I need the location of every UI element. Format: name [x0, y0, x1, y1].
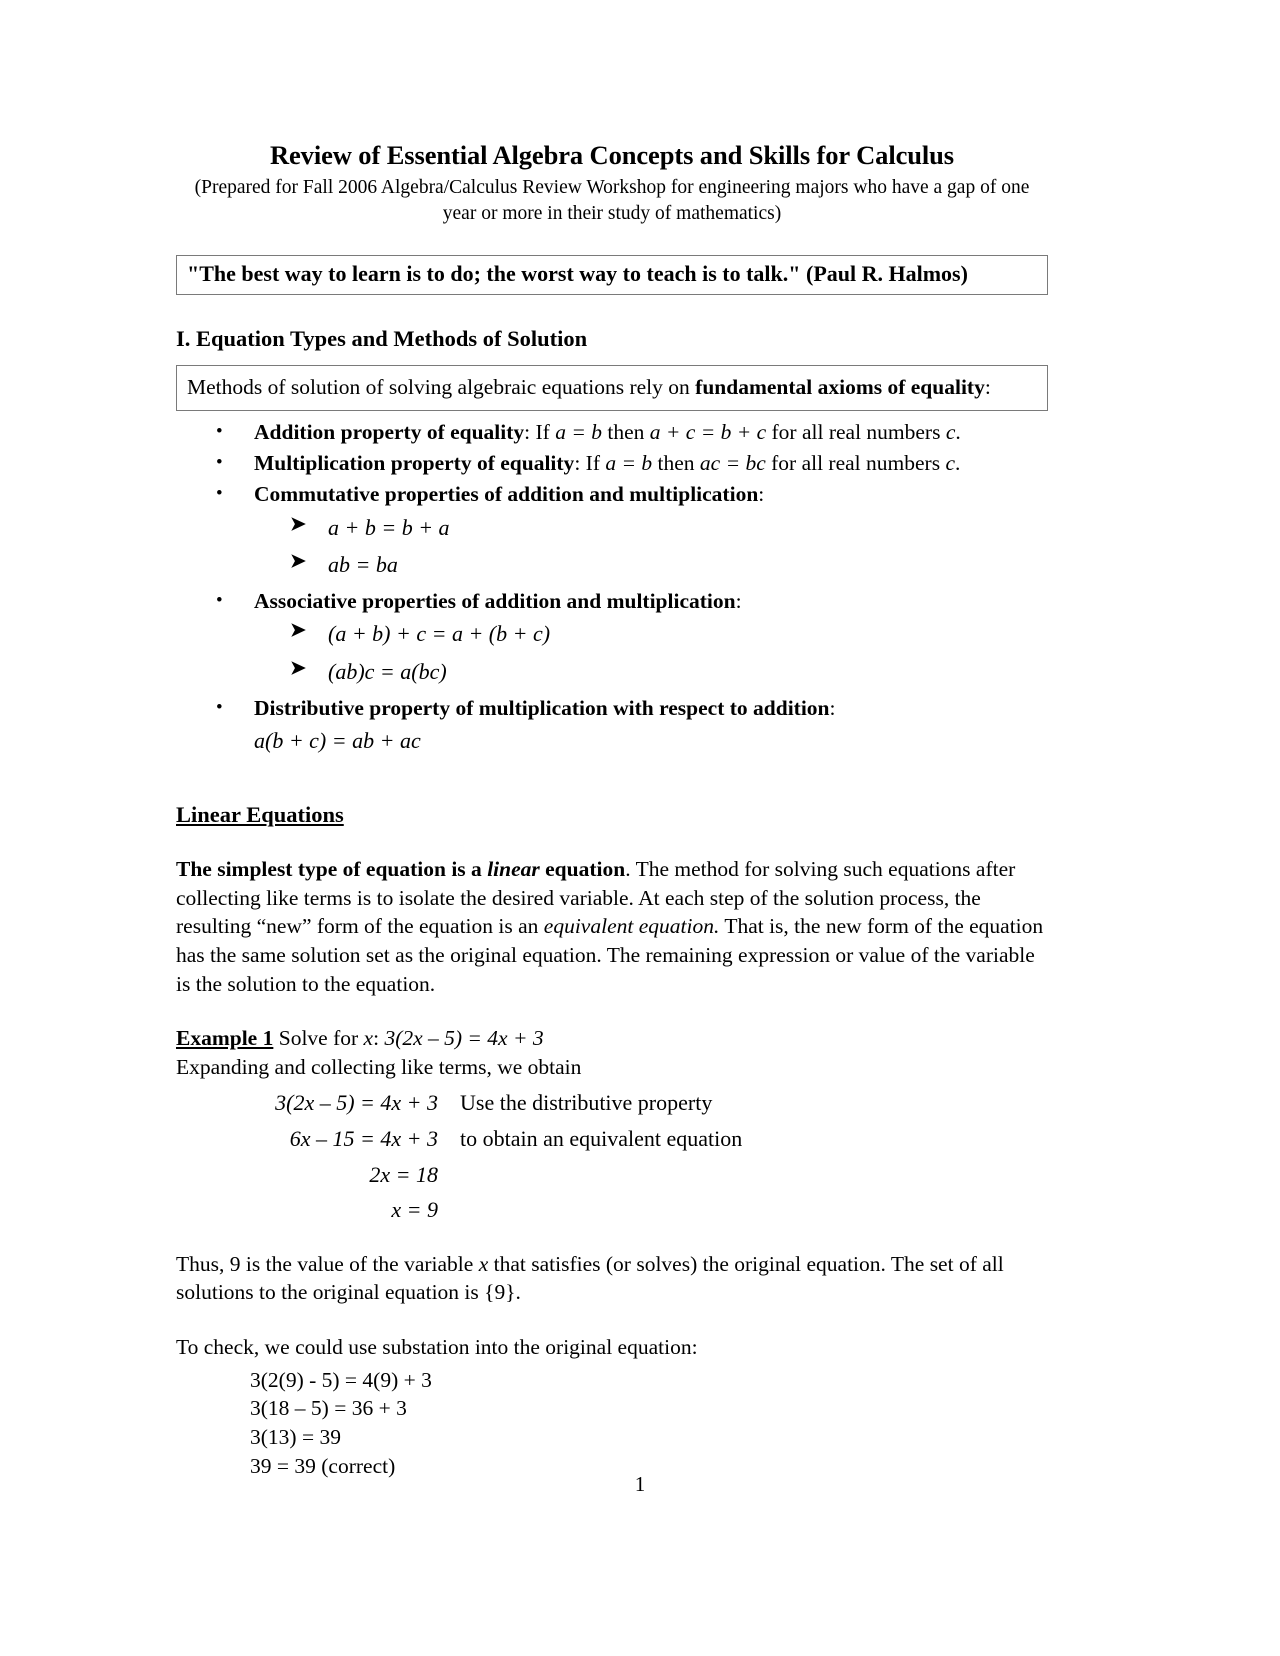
axiom-tail-end: . — [955, 419, 961, 444]
axiom-label: Multiplication property of equality — [254, 451, 575, 476]
arrow-bullet-icon: ➤ — [290, 513, 306, 535]
example-steps — [176, 1085, 1048, 1228]
linear-para-bold-a: The simplest type of equation is a — [176, 857, 488, 882]
axiom-label: Commutative properties of addition and multiplication — [254, 482, 759, 507]
axiom-tail-prefix: : — [758, 482, 765, 507]
sub-formula: (ab)c = a(bc) — [328, 658, 447, 684]
axiom-intro-bold: fundamental axioms of equality — [695, 375, 985, 400]
example-prompt — [176, 1024, 1048, 1053]
sub-heading-linear-equations: Linear Equations — [176, 802, 344, 828]
axiom-tail-suffix: for all real numbers — [766, 419, 946, 444]
list-item — [176, 417, 1048, 447]
axiom-math-2: ac = bc — [699, 451, 766, 476]
axiom-tail-prefix: : If — [524, 419, 556, 444]
spacer — [176, 1307, 1048, 1333]
bullet-icon: • — [216, 483, 223, 505]
axiom-intro-box — [176, 365, 1048, 411]
conclusion-post: that satisfies (or solves) the original equation. The set of all solutions to the original equation is {9}. — [176, 1251, 1004, 1305]
axiom-label: Addition property of equality — [254, 419, 525, 444]
check-line: 3(2(9) - 5) = 4(9) + 3 — [250, 1367, 432, 1392]
linear-para-bold-b: equation — [539, 857, 626, 882]
equation-step-row — [176, 1192, 1048, 1228]
axiom-tail-suffix: for all real numbers — [765, 451, 946, 476]
linear-para-bold-italic: linear — [487, 857, 540, 882]
quote-box — [176, 255, 1048, 295]
bullet-icon: • — [216, 420, 223, 442]
axiom-tail-prefix: : — [735, 589, 742, 614]
linear-para-rest: . The method for solving such equations after collecting like terms is to isolate the desired variable. At each step of the solution process, the resulting “new” form of the equation is an — [176, 857, 1016, 939]
equation-step-row — [176, 1157, 1048, 1193]
axiom-intro-text — [187, 373, 1037, 402]
linear-intro-paragraph — [176, 855, 1048, 998]
conclusion-var: x — [478, 1251, 489, 1276]
list-item — [176, 448, 1048, 478]
equation-step-note: to obtain an equivalent equation — [460, 1126, 743, 1152]
list-item — [176, 693, 1048, 756]
check-line: 3(13) = 39 — [250, 1425, 341, 1450]
equation-step-math: x = 9 — [391, 1197, 438, 1223]
example-prompt-var: x — [363, 1026, 374, 1051]
bullet-icon: • — [216, 452, 223, 474]
axiom-math-1: a = b — [555, 419, 602, 444]
arrow-bullet-icon: ➤ — [290, 550, 306, 572]
linear-para-italic: equivalent equation. — [543, 914, 720, 939]
axiom-list — [176, 417, 1048, 756]
list-item — [176, 586, 1048, 688]
equation-step-note: Use the distributive property — [460, 1090, 713, 1116]
check-line: 39 = 39 (correct) — [250, 1454, 396, 1479]
axiom-tail-end: . — [955, 451, 961, 476]
axiom-math-3: c — [945, 451, 955, 476]
equation-step-math: 3(2x – 5) = 4x + 3 — [275, 1090, 438, 1116]
section-heading-one: I. Equation Types and Methods of Solution — [176, 326, 588, 352]
linear-para-tail: That is, the new form of the equation has the same solution set as the original equation. The remaining expression or value of the variable is the solution to the equation. — [176, 914, 1044, 996]
equation-step-row — [176, 1085, 1048, 1121]
page-number: 1 — [634, 1472, 646, 1496]
example-tag: Example 1 — [176, 1026, 274, 1051]
quote-text: "The best way to learn is to do; the worst way to teach is to talk." (Paul R. Halmos) — [187, 260, 968, 286]
conclusion-pre: Thus, 9 is the value of the variable — [176, 1251, 479, 1276]
axiom-sublist — [254, 618, 1048, 687]
check-lines — [250, 1366, 1048, 1481]
list-item — [254, 549, 1048, 581]
example-prompt-equation: 3(2x – 5) = 4x + 3 — [384, 1026, 544, 1051]
list-item — [176, 479, 1048, 581]
equation-step-math: 6x – 15 = 4x + 3 — [289, 1126, 438, 1152]
example-conclusion — [176, 1250, 1048, 1307]
check-line: 3(18 – 5) = 36 + 3 — [250, 1396, 407, 1421]
spacer — [176, 998, 1048, 1024]
axiom-tail-mid: then — [652, 451, 700, 476]
list-item — [254, 512, 1048, 544]
axiom-tail-prefix: : — [829, 695, 836, 720]
axiom-sublist — [254, 512, 1048, 581]
example-prompt-prefix: Solve for — [273, 1026, 364, 1051]
spacer — [176, 829, 1048, 855]
axiom-label: Associative properties of addition and multiplication — [254, 589, 736, 614]
document-subtitle: (Prepared for Fall 2006 Algebra/Calculus Review Workshop for engineering majors who have a gap of one year or more in their study of mathematics) — [194, 177, 1030, 224]
axiom-math-1: a = b — [605, 451, 653, 476]
sub-formula: ab = ba — [328, 551, 398, 577]
arrow-bullet-icon: ➤ — [290, 620, 306, 642]
example-prompt-colon: : — [373, 1026, 385, 1051]
equation-step-math: 2x = 18 — [369, 1161, 438, 1187]
bullet-icon: • — [216, 696, 223, 718]
list-item — [254, 618, 1048, 650]
page-title: Review of Essential Algebra Concepts and Skills for Calculus — [269, 140, 955, 170]
check-intro: To check, we could use substation into the original equation: — [176, 1335, 698, 1360]
list-item — [254, 656, 1048, 688]
axiom-tail-prefix: : If — [574, 451, 606, 476]
example-intro: Expanding and collecting like terms, we obtain — [176, 1054, 582, 1079]
axiom-intro-end: : — [984, 375, 991, 400]
axiom-tail-mid: then — [601, 419, 650, 444]
arrow-bullet-icon: ➤ — [290, 657, 306, 679]
sub-formula: a + b = b + a — [328, 514, 450, 540]
distributive-formula: a(b + c) = ab + ac — [254, 728, 421, 754]
sub-formula: (a + b) + c = a + (b + c) — [328, 621, 551, 647]
spacer — [176, 1228, 1048, 1250]
axiom-intro-start: Methods of solution of solving algebraic equations rely on — [187, 375, 696, 400]
bullet-icon: • — [216, 590, 223, 612]
axiom-label: Distributive property of multiplication with respect to addition — [254, 695, 830, 720]
equation-step-row — [176, 1121, 1048, 1157]
document-content — [176, 140, 1048, 1481]
axiom-math-3: c — [945, 419, 956, 444]
axiom-math-2: a + c = b + c — [649, 419, 767, 444]
